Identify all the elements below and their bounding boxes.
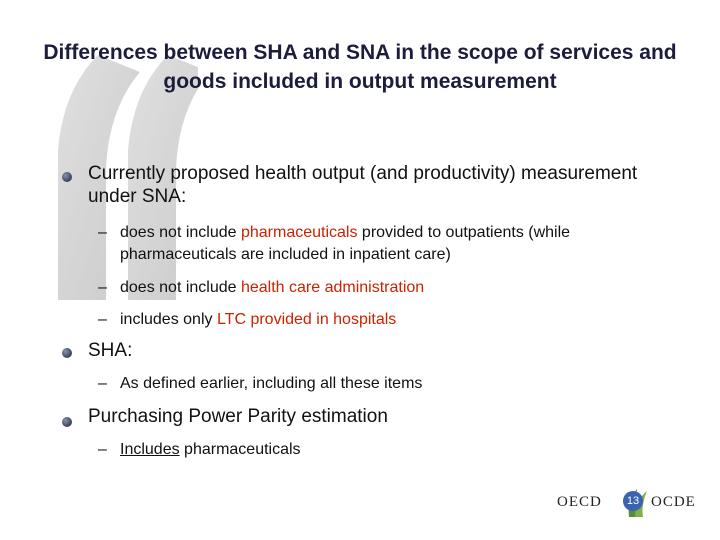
- sub-bullet-pharmaceuticals: [98, 222, 658, 266]
- dash: –: [98, 224, 107, 241]
- bullet-dot-icon: [62, 417, 72, 427]
- logo-text-right: OCDE: [651, 494, 696, 510]
- sub-bullet-sha: [98, 373, 658, 395]
- highlight-ltc-hospitals: LTC provided in hospitals: [216, 311, 397, 328]
- highlight-health-care-administration: health care administration: [240, 279, 425, 296]
- sub-pre: includes only: [120, 311, 217, 328]
- dash: –: [98, 311, 107, 328]
- sub-bullet-ppp: [98, 439, 658, 461]
- oecd-logo-icon: [553, 485, 701, 521]
- dash: –: [98, 375, 107, 392]
- page-number-badge: 13: [623, 491, 643, 511]
- highlight-pharmaceuticals: pharmaceuticals: [240, 224, 358, 241]
- sub-post: pharmaceuticals: [179, 441, 301, 458]
- bullet-dot-icon: [62, 172, 72, 182]
- dash: –: [98, 441, 107, 458]
- slide-title: Differences between SHA and SNA in the scope of services and goods included in output measurement: [43, 41, 677, 93]
- bullet-1-text: Currently proposed health output (and productivity) measurement under SNA:: [88, 163, 638, 207]
- bullet-dot-icon: [62, 348, 72, 358]
- bullet-2-text: SHA:: [88, 340, 133, 361]
- sub-text: As defined earlier, including all these items: [120, 375, 423, 392]
- sub-pre: does not include: [120, 224, 241, 241]
- sub-pre: does not include: [120, 279, 241, 296]
- sub-post: provided to outpatients (while pharmaceuticals are included in inpatient care): [120, 224, 571, 263]
- sub-bullet-ltc: [98, 309, 658, 331]
- sub-bullet-administration: [98, 277, 658, 299]
- bullet-3-text: Purchasing Power Parity estimation: [88, 406, 388, 427]
- dash: –: [98, 279, 107, 296]
- logo-text-left: OECD: [557, 494, 602, 510]
- underlined-includes: Includes: [120, 441, 180, 458]
